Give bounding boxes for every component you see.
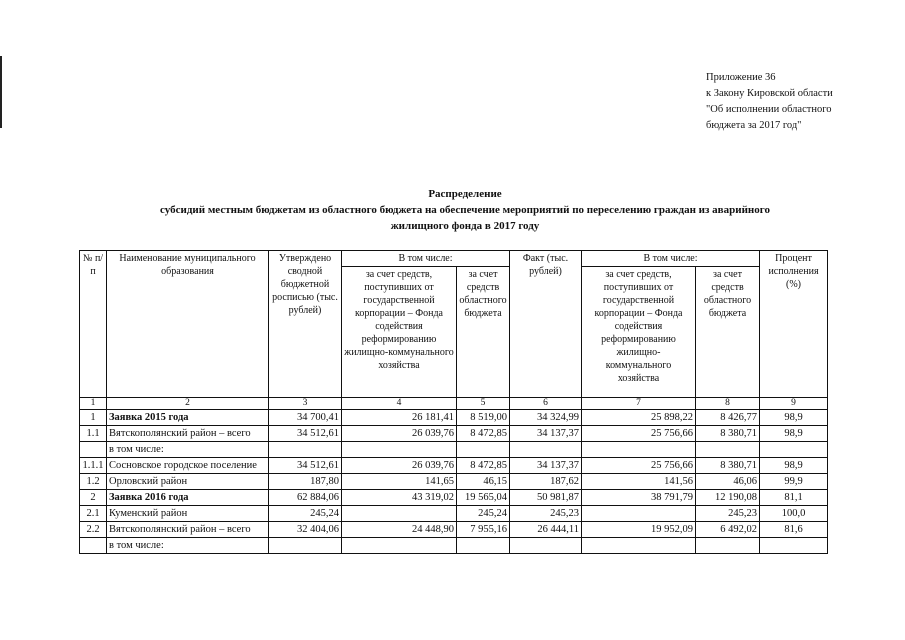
cell-num: 1.1 bbox=[80, 426, 107, 442]
header-incl-fact: В том числе: bbox=[582, 251, 760, 267]
cell-percent bbox=[760, 442, 828, 458]
cell-obl2: 6 492,02 bbox=[696, 522, 760, 538]
header-name: Наименование муниципального образования bbox=[107, 251, 269, 398]
cell-obl1 bbox=[457, 442, 510, 458]
cell-fact: 187,62 bbox=[510, 474, 582, 490]
cell-fund1: 26 039,76 bbox=[342, 426, 457, 442]
cell-num: 2.2 bbox=[80, 522, 107, 538]
cell-fund2 bbox=[582, 538, 696, 554]
cell-num: 2 bbox=[80, 490, 107, 506]
cell-name: Вятскополянский район – всего bbox=[107, 522, 269, 538]
table-row bbox=[80, 506, 828, 522]
appendix-line-1: Приложение 36 bbox=[706, 72, 776, 83]
cell-obl2: 46,06 bbox=[696, 474, 760, 490]
cell-name: Заявка 2015 года bbox=[107, 410, 269, 426]
header-obl-approved: за счет средств областного бюджета bbox=[457, 267, 510, 398]
cell-fund1: 26 181,41 bbox=[342, 410, 457, 426]
cell-obl2 bbox=[696, 538, 760, 554]
cell-fact bbox=[510, 442, 582, 458]
cell-fact: 245,23 bbox=[510, 506, 582, 522]
table-row bbox=[80, 442, 828, 458]
table-row bbox=[80, 426, 828, 442]
cell-fact: 34 324,99 bbox=[510, 410, 582, 426]
cell-fact: 50 981,87 bbox=[510, 490, 582, 506]
cell-fund1: 24 448,90 bbox=[342, 522, 457, 538]
cell-obl1 bbox=[457, 538, 510, 554]
cell-percent: 98,9 bbox=[760, 458, 828, 474]
appendix-header bbox=[706, 70, 896, 134]
cell-name: Заявка 2016 года bbox=[107, 490, 269, 506]
cell-num: 1.1.1 bbox=[80, 458, 107, 474]
cell-fact: 34 137,37 bbox=[510, 426, 582, 442]
cell-name: в том числе: bbox=[107, 442, 269, 458]
col-number: 2 bbox=[107, 398, 269, 410]
header-num: № п/п bbox=[80, 251, 107, 398]
header-row-1 bbox=[80, 251, 828, 267]
header-fact: Факт (тыс. рублей) bbox=[510, 251, 582, 398]
cell-fund2: 38 791,79 bbox=[582, 490, 696, 506]
cell-percent: 98,9 bbox=[760, 426, 828, 442]
table-row bbox=[80, 490, 828, 506]
cell-name: Вятскополянский район – всего bbox=[107, 426, 269, 442]
cell-percent: 81,1 bbox=[760, 490, 828, 506]
cell-name: Сосновское городское поселение bbox=[107, 458, 269, 474]
cell-fact: 26 444,11 bbox=[510, 522, 582, 538]
header-approved: Утверждено сводной бюджетной росписью (тыс. рублей) bbox=[269, 251, 342, 398]
cell-percent: 100,0 bbox=[760, 506, 828, 522]
document-title bbox=[60, 186, 870, 234]
cell-approved: 34 512,61 bbox=[269, 458, 342, 474]
cell-fund2 bbox=[582, 506, 696, 522]
cell-approved bbox=[269, 538, 342, 554]
cell-approved: 34 700,41 bbox=[269, 410, 342, 426]
appendix-line-4: бюджета за 2017 год" bbox=[706, 120, 802, 131]
cell-num: 1.2 bbox=[80, 474, 107, 490]
cell-approved bbox=[269, 442, 342, 458]
cell-fund2 bbox=[582, 442, 696, 458]
cell-name: Куменский район bbox=[107, 506, 269, 522]
col-number: 5 bbox=[457, 398, 510, 410]
col-number: 4 bbox=[342, 398, 457, 410]
cell-fund1 bbox=[342, 538, 457, 554]
cell-fund1 bbox=[342, 506, 457, 522]
cell-obl1: 245,24 bbox=[457, 506, 510, 522]
cell-obl2: 8 426,77 bbox=[696, 410, 760, 426]
col-number: 1 bbox=[80, 398, 107, 410]
col-number: 7 bbox=[582, 398, 696, 410]
cell-percent: 81,6 bbox=[760, 522, 828, 538]
header-percent: Процент исполнения (%) bbox=[760, 251, 828, 398]
cell-percent: 99,9 bbox=[760, 474, 828, 490]
appendix-line-2: к Закону Кировской области bbox=[706, 88, 833, 99]
cell-approved: 245,24 bbox=[269, 506, 342, 522]
scan-edge-mark bbox=[0, 56, 2, 128]
title-line-3: жилищного фонда в 2017 году bbox=[390, 220, 540, 232]
cell-approved: 32 404,06 bbox=[269, 522, 342, 538]
cell-obl1: 7 955,16 bbox=[457, 522, 510, 538]
cell-num bbox=[80, 538, 107, 554]
cell-fund2: 25 898,22 bbox=[582, 410, 696, 426]
cell-obl2: 12 190,08 bbox=[696, 490, 760, 506]
col-number: 9 bbox=[760, 398, 828, 410]
cell-percent: 98,9 bbox=[760, 410, 828, 426]
table-row bbox=[80, 538, 828, 554]
cell-fund1: 26 039,76 bbox=[342, 458, 457, 474]
cell-fact bbox=[510, 538, 582, 554]
cell-fund2: 25 756,66 bbox=[582, 458, 696, 474]
table-row bbox=[80, 410, 828, 426]
cell-fund2: 25 756,66 bbox=[582, 426, 696, 442]
cell-percent bbox=[760, 538, 828, 554]
header-fund-approved: за счет средств, поступивших от государственной корпорации – Фонда содействия реформированию жилищно-коммунального хозяйства bbox=[342, 267, 457, 398]
cell-fund1: 141,65 bbox=[342, 474, 457, 490]
cell-approved: 62 884,06 bbox=[269, 490, 342, 506]
cell-obl1: 8 472,85 bbox=[457, 458, 510, 474]
cell-num bbox=[80, 442, 107, 458]
cell-fact: 34 137,37 bbox=[510, 458, 582, 474]
cell-obl1: 8 519,00 bbox=[457, 410, 510, 426]
cell-obl2: 8 380,71 bbox=[696, 458, 760, 474]
appendix-line-3: "Об исполнении областного bbox=[706, 104, 832, 115]
cell-approved: 34 512,61 bbox=[269, 426, 342, 442]
header-obl-fact: за счет средств областного бюджета bbox=[696, 267, 760, 398]
cell-fund2: 141,56 bbox=[582, 474, 696, 490]
cell-obl1: 19 565,04 bbox=[457, 490, 510, 506]
cell-obl2: 245,23 bbox=[696, 506, 760, 522]
col-number: 3 bbox=[269, 398, 342, 410]
cell-num: 2.1 bbox=[80, 506, 107, 522]
cell-fund1: 43 319,02 bbox=[342, 490, 457, 506]
col-number: 8 bbox=[696, 398, 760, 410]
table-row bbox=[80, 474, 828, 490]
cell-name: Орловский район bbox=[107, 474, 269, 490]
column-number-row bbox=[80, 398, 828, 410]
cell-name: в том числе: bbox=[107, 538, 269, 554]
cell-obl2 bbox=[696, 442, 760, 458]
col-number: 6 bbox=[510, 398, 582, 410]
title-line-2: субсидий местным бюджетам из областного бюджета на обеспечение мероприятий по переселению граждан из аварийного bbox=[160, 204, 770, 216]
table-row bbox=[80, 522, 828, 538]
header-fund-fact: за счет средств, поступивших от государственной корпорации – Фонда содействия реформированию жилищно-коммунального хозяйства bbox=[582, 267, 696, 398]
cell-fund2: 19 952,09 bbox=[582, 522, 696, 538]
table-row bbox=[80, 458, 828, 474]
cell-obl1: 8 472,85 bbox=[457, 426, 510, 442]
cell-obl1: 46,15 bbox=[457, 474, 510, 490]
subsidy-table bbox=[79, 250, 828, 554]
cell-obl2: 8 380,71 bbox=[696, 426, 760, 442]
header-incl-approved: В том числе: bbox=[342, 251, 510, 267]
title-line-1: Распределение bbox=[428, 188, 502, 200]
cell-fund1 bbox=[342, 442, 457, 458]
cell-num: 1 bbox=[80, 410, 107, 426]
cell-approved: 187,80 bbox=[269, 474, 342, 490]
